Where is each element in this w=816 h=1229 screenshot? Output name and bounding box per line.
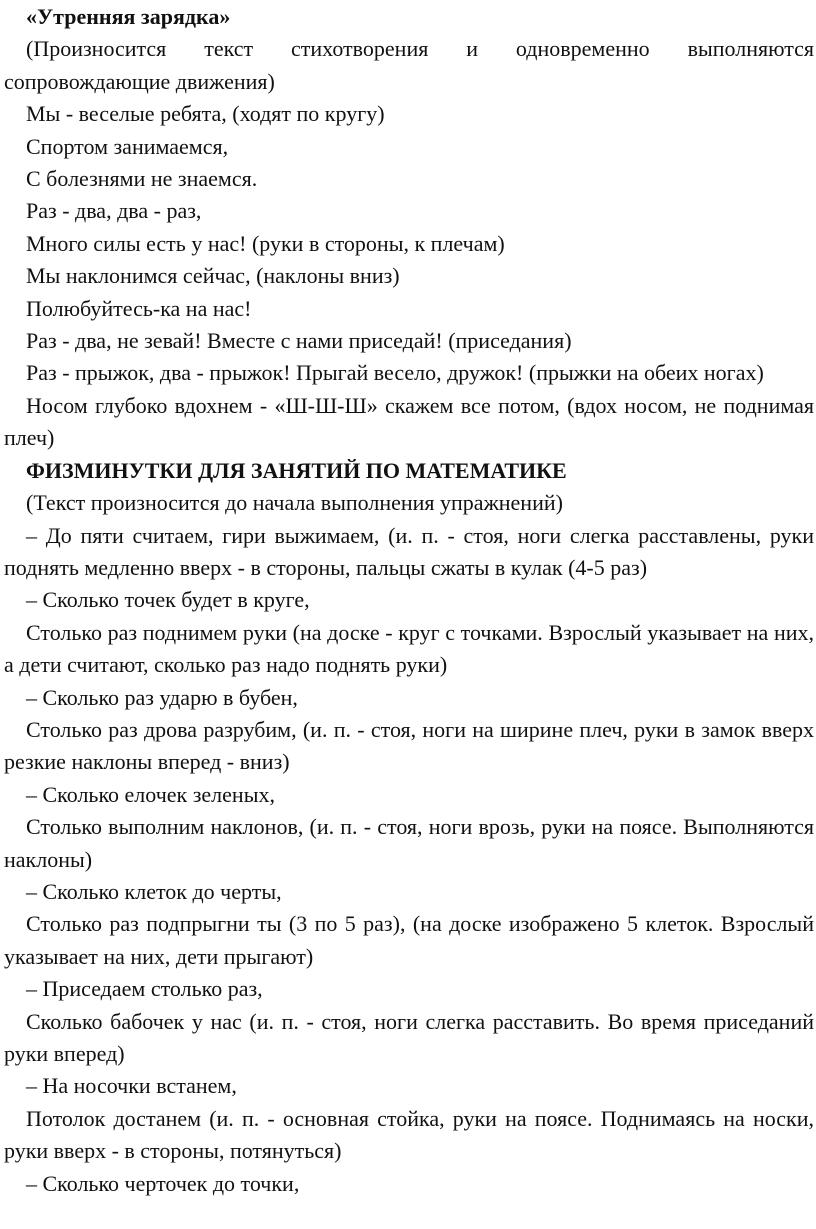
exercise-line: – Сколько раз ударю в бубен, — [26, 684, 298, 710]
verse-line: Носом глубоко вдохнем - «Ш-Ш-Ш» скажем все потом, (вдох носом, не поднимая плеч) — [4, 392, 814, 451]
verse-line: Полюбуйтесь-ка на нас! — [26, 295, 252, 321]
intro-note: (Произносится текст стихотворения и одновременно выполняются сопровождающие движения) — [4, 36, 814, 94]
exercise-line: Потолок достанем (и. п. - основная стойка, руки на поясе. Поднимаясь на носки, руки вверх - в стороны, потянуться) — [4, 1105, 814, 1164]
exercise-line: Сколько бабочек у нас (и. п. - стоя, ноги слегка расставить. Во время приседаний руки вперед) — [4, 1008, 814, 1066]
verse-line: Много силы есть у нас! (руки в стороны, к плечам) — [26, 230, 505, 256]
verse-line: С болезнями не знаемся. — [26, 166, 258, 192]
exercise-line: Столько раз поднимем руки (на доске - круг с точками. Взрослый указывает на них, а дети считают, сколько раз надо поднять руки) — [4, 619, 814, 678]
exercise-line: – До пяти считаем, гири выжимаем, (и. п. - стоя, ноги слегка расставлены, руки поднять медленно вверх - в стороны, пальцы сжаты в кулак (4-5 раз) — [4, 522, 814, 580]
exercise-line: – Приседаем столько раз, — [26, 976, 263, 1002]
verse-line: Раз - два, не зевай! Вместе с нами приседай! (приседания) — [26, 328, 572, 354]
exercise-line: – На носочки встанем, — [26, 1073, 237, 1099]
exercise-line: – Сколько клеток до черты, — [26, 878, 282, 904]
exercise-line: Столько выполним наклонов, (и. п. - стоя, ноги врозь, руки на поясе. Выполняются наклоны) — [4, 814, 814, 872]
exercise-line: Столько раз дрова разрубим, (и. п. - стоя, ноги на ширине плеч, руки в замок вверх резкие наклоны вперед - вниз) — [4, 716, 814, 775]
document-page — [4, 0, 814, 1200]
exercise-line: – Сколько черточек до точки, — [26, 1170, 300, 1196]
exercise-line: – Сколько елочек зеленых, — [26, 781, 275, 807]
section-note: (Текст произносится до начала выполнения упражнений) — [26, 490, 563, 516]
exercise-line: Столько раз подпрыгни ты (3 по 5 раз), (на доске изображено 5 клеток. Взрослый указывает на них, дети прыгают) — [4, 911, 814, 969]
verse-line: Мы - веселые ребята, (ходят по кругу) — [26, 101, 385, 127]
verse-line: Мы наклонимся сейчас, (наклоны вниз) — [26, 263, 400, 289]
verse-line: Раз - два, два - раз, — [26, 198, 202, 224]
document-title: «Утренняя зарядка» — [26, 4, 231, 29]
exercise-line: – Сколько точек будет в круге, — [26, 587, 310, 613]
section-heading: ФИЗМИНУТКИ ДЛЯ ЗАНЯТИЙ ПО МАТЕМАТИКЕ — [26, 457, 567, 483]
verse-line: Спортом занимаемся, — [26, 133, 229, 159]
verse-line: Раз - прыжок, два - прыжок! Прыгай весело, дружок! (прыжки на обеих ногах) — [26, 360, 764, 386]
